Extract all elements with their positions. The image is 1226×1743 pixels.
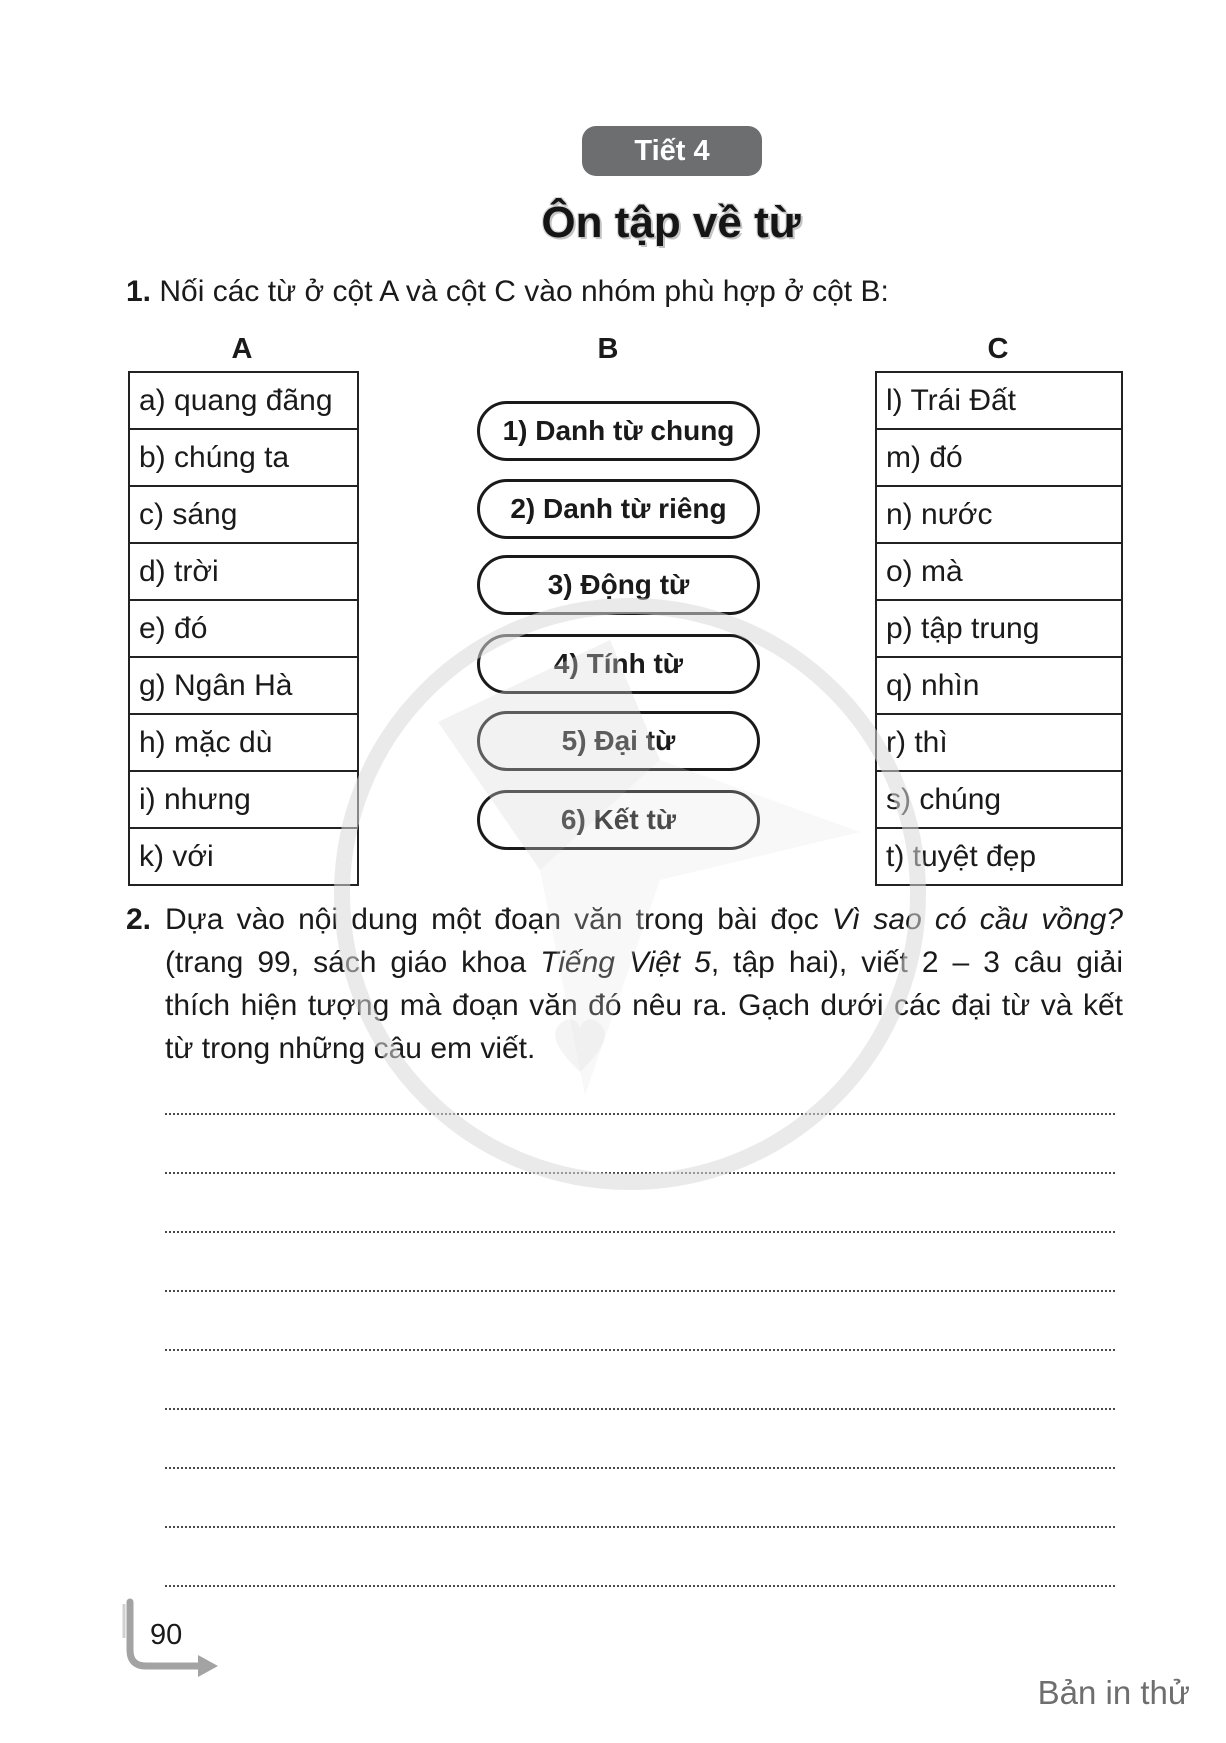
column-a-item: a) quang đãng xyxy=(130,373,357,430)
column-a-item: k) với xyxy=(130,829,357,886)
footer-note: Bản in thử xyxy=(1037,1674,1190,1711)
column-c-item: o) mà xyxy=(877,544,1121,601)
exercise-2-line xyxy=(165,941,1123,984)
exercise-1-number: 1. xyxy=(126,275,152,308)
column-c-item: q) nhìn xyxy=(877,658,1121,715)
answer-line xyxy=(165,1233,1115,1292)
answer-line xyxy=(165,1528,1115,1587)
column-b-group-pill: 1) Danh từ chung xyxy=(477,401,760,461)
column-b-header: B xyxy=(597,333,619,365)
column-a-item: e) đó xyxy=(130,601,357,658)
exercise-2-line: từ trong những câu em viết. xyxy=(165,1032,536,1065)
column-c-item: s) chúng xyxy=(877,772,1121,829)
exercise-2-text: , tập hai), viết 2 – 3 câu giải xyxy=(710,946,1123,979)
answer-area xyxy=(165,1056,1115,1587)
column-a-item: c) sáng xyxy=(130,487,357,544)
page-title: Ôn tập về từ xyxy=(541,198,801,247)
column-c-item: l) Trái Đất xyxy=(877,373,1121,430)
exercise-2-number: 2. xyxy=(126,903,152,936)
column-c-item: n) nước xyxy=(877,487,1121,544)
exercise-2-line: thích hiện tượng mà đoạn văn đó nêu ra. Gạch dưới các đại từ và kết xyxy=(165,989,1123,1022)
column-c-item: r) thì xyxy=(877,715,1121,772)
column-b-group-pill: 4) Tính từ xyxy=(477,634,760,694)
answer-line xyxy=(165,1410,1115,1469)
column-a-header: A xyxy=(231,333,253,365)
page-number: 90 xyxy=(150,1619,183,1651)
column-a-table xyxy=(128,371,359,886)
answer-line xyxy=(165,1351,1115,1410)
exercise-1-text: Nối các từ ở cột A và cột C vào nhóm phù hợp ở cột B: xyxy=(159,275,889,308)
exercise-2-instruction xyxy=(165,898,1123,1070)
column-c-item: p) tập trung xyxy=(877,601,1121,658)
column-b-group-pill: 3) Động từ xyxy=(477,555,760,615)
answer-line xyxy=(165,1292,1115,1351)
column-a-item: h) mặc dù xyxy=(130,715,357,772)
exercise-2-line xyxy=(165,898,1123,941)
column-a-item: b) chúng ta xyxy=(130,430,357,487)
exercise-2-text: (trang 99, sách giáo khoa xyxy=(165,946,527,979)
column-c-table xyxy=(875,371,1123,886)
column-c-item: t) tuyệt đẹp xyxy=(877,829,1121,886)
answer-line xyxy=(165,1115,1115,1174)
column-b-group-pill: 6) Kết từ xyxy=(477,790,760,850)
exercise-2-text: Dựa vào nội dung một đoạn văn trong bài đọc xyxy=(165,903,819,936)
column-c-item: m) đó xyxy=(877,430,1121,487)
answer-line xyxy=(165,1469,1115,1528)
column-a-item: g) Ngân Hà xyxy=(130,658,357,715)
lesson-label: Tiết 4 xyxy=(582,126,762,176)
column-c-header: C xyxy=(987,333,1009,365)
exercise-1-instruction xyxy=(126,272,889,312)
column-b-group-pill: 5) Đại từ xyxy=(477,711,760,771)
reading-title: Vì sao có cầu vồng? xyxy=(831,903,1123,936)
column-a-item: d) trời xyxy=(130,544,357,601)
textbook-title: Tiếng Việt 5 xyxy=(540,946,711,979)
column-a-item: i) nhưng xyxy=(130,772,357,829)
column-b-group-pill: 2) Danh từ riêng xyxy=(477,479,760,539)
answer-line xyxy=(165,1174,1115,1233)
answer-line xyxy=(165,1056,1115,1115)
